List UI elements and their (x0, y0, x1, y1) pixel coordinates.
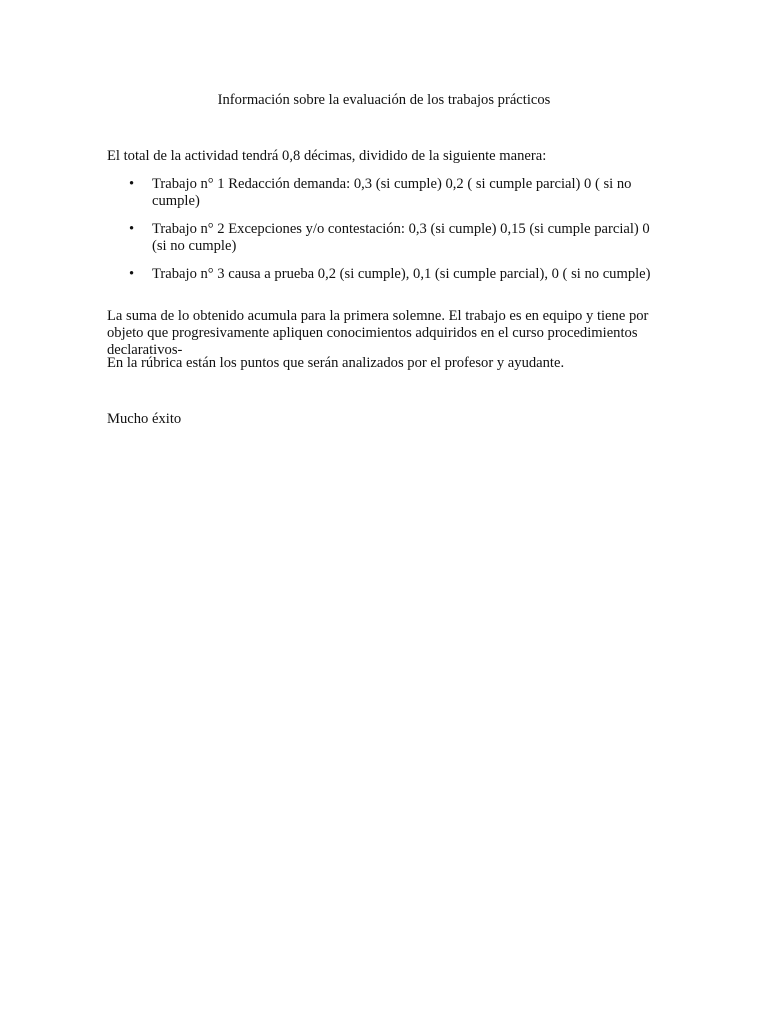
list-item (107, 176, 667, 210)
list-item-text: Trabajo n° 1 Redacción demanda: 0,3 (si cumple) 0,2 ( si cumple parcial) 0 ( si no cumple) (152, 176, 632, 209)
list-item-text: Trabajo n° 3 causa a prueba 0,2 (si cumple), 0,1 (si cumple parcial), 0 ( si no cumple) (152, 266, 651, 282)
list-item (107, 266, 667, 283)
rubric-paragraph: En la rúbrica están los puntos que serán analizados por el profesor y ayudante. (107, 355, 565, 371)
intro-paragraph: El total de la actividad tendrá 0,8 décimas, dividido de la siguiente manera: (107, 148, 547, 164)
summary-paragraph: La suma de lo obtenido acumula para la primera solemne. El trabajo es en equipo y tiene por objeto que progresivamente apliquen conocimientos adquiridos en el curso procedimientos declarativos- (107, 308, 649, 358)
bullet-icon: • (129, 176, 135, 192)
list-item (107, 221, 667, 255)
bullet-icon: • (129, 221, 135, 237)
document-title: Información sobre la evaluación de los trabajos prácticos (217, 92, 551, 108)
bullet-icon: • (129, 266, 135, 282)
list-item-text: Trabajo n° 2 Excepciones y/o contestación: 0,3 (si cumple) 0,15 (si cumple parcial) 0 (si no cumple) (152, 221, 650, 254)
evaluation-list (107, 176, 667, 294)
closing-text: Mucho éxito (107, 411, 182, 427)
